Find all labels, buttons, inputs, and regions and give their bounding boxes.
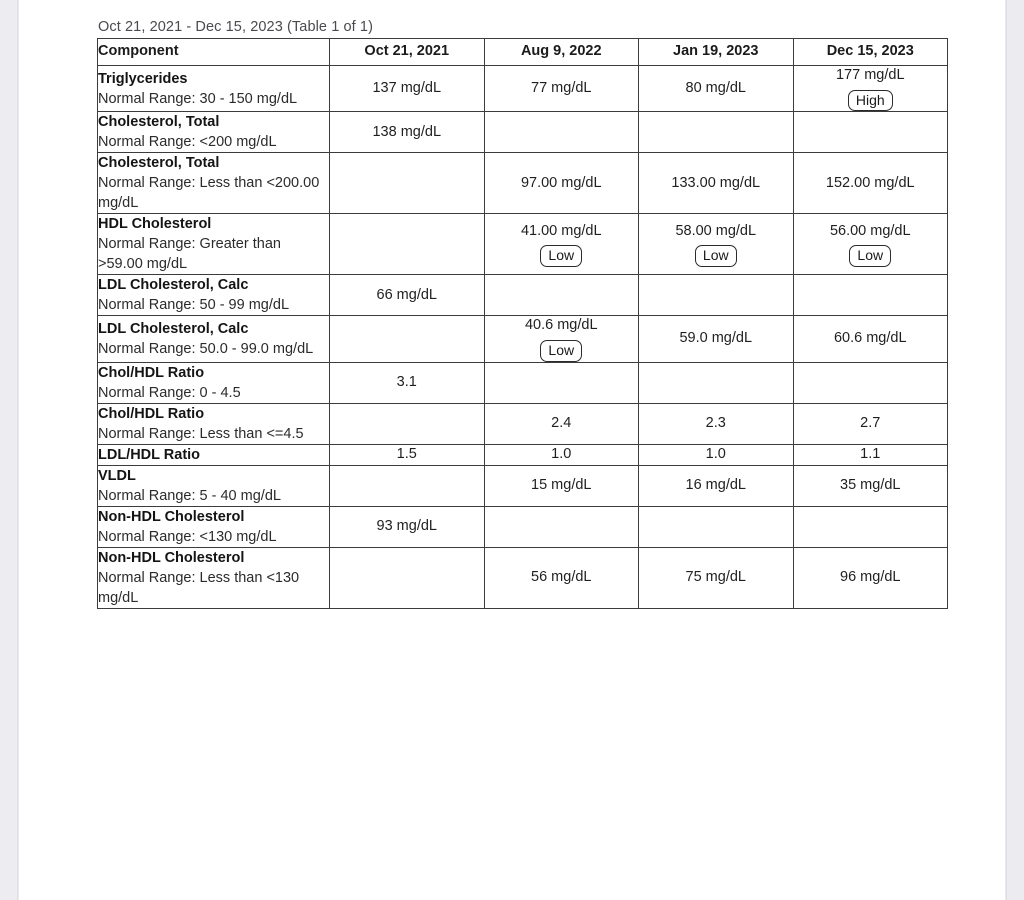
table-header	[98, 39, 948, 66]
component-cell	[98, 547, 330, 608]
component-name: Chol/HDL Ratio	[98, 364, 205, 381]
result-value: 35 mg/dL	[840, 476, 901, 493]
component-cell	[98, 214, 330, 275]
result-cell	[330, 316, 485, 362]
result-value: 177 mg/dL	[835, 67, 905, 83]
component-normal-range: Normal Range: Greater than >59.00 mg/dL	[98, 236, 281, 273]
component-name: LDL Cholesterol, Calc	[98, 277, 249, 294]
component-cell	[98, 316, 330, 362]
component-normal-range: Normal Range: Less than <=4.5	[98, 425, 304, 442]
status-badge: High	[848, 90, 893, 112]
result-value: 1.1	[860, 445, 881, 462]
result-cell	[484, 362, 639, 403]
result-value: 2.4	[551, 414, 572, 431]
result-value: 93 mg/dL	[376, 517, 437, 534]
result-cell	[639, 444, 794, 465]
result-value: 56.00 mg/dL	[829, 222, 911, 239]
column-header-date-4: Dec 15, 2023	[793, 39, 948, 66]
component-name: Cholesterol, Total	[98, 114, 220, 131]
result-cell	[484, 316, 639, 362]
table-row	[98, 66, 948, 112]
component-cell	[98, 444, 330, 465]
lab-results-table	[97, 38, 948, 609]
result-cell	[330, 506, 485, 547]
component-name: LDL Cholesterol, Calc	[98, 321, 249, 338]
result-value: 138 mg/dL	[372, 123, 442, 140]
component-name: Non-HDL Cholesterol	[98, 549, 245, 566]
result-cell	[484, 66, 639, 112]
result-value: 60.6 mg/dL	[833, 330, 907, 347]
component-name: Cholesterol, Total	[98, 155, 220, 172]
component-normal-range: Normal Range: Less than <200.00 mg/dL	[98, 175, 320, 212]
result-cell	[639, 506, 794, 547]
result-value: 1.0	[705, 445, 726, 462]
result-value: 80 mg/dL	[685, 79, 746, 96]
component-name: LDL/HDL Ratio	[98, 446, 201, 463]
table-row	[98, 362, 948, 403]
column-header-date-3: Jan 19, 2023	[639, 39, 794, 66]
component-cell	[98, 506, 330, 547]
result-cell	[639, 362, 794, 403]
result-cell	[330, 66, 485, 112]
component-cell	[98, 275, 330, 316]
result-cell	[639, 547, 794, 608]
result-cell	[639, 153, 794, 214]
result-value: 66 mg/dL	[376, 286, 437, 303]
result-value: 75 mg/dL	[685, 568, 746, 585]
result-value: 56 mg/dL	[531, 568, 592, 585]
result-cell	[793, 362, 948, 403]
status-badge: Low	[540, 340, 582, 362]
result-value: 2.7	[860, 414, 881, 431]
result-cell	[330, 465, 485, 506]
component-normal-range: Normal Range: 0 - 4.5	[98, 384, 241, 401]
result-cell	[793, 275, 948, 316]
result-cell	[793, 444, 948, 465]
result-value: 1.0	[551, 445, 572, 462]
table-body	[98, 66, 948, 609]
result-value: 2.3	[705, 414, 726, 431]
component-cell	[98, 153, 330, 214]
right-gutter-scrollbar-track[interactable]	[1006, 0, 1024, 900]
result-cell	[484, 112, 639, 153]
component-normal-range: Normal Range: 30 - 150 mg/dL	[98, 90, 298, 107]
result-value: 3.1	[396, 373, 417, 390]
table-row	[98, 153, 948, 214]
component-normal-range: Normal Range: 5 - 40 mg/dL	[98, 487, 281, 504]
result-value: 16 mg/dL	[685, 476, 746, 493]
result-cell	[793, 66, 948, 112]
result-cell	[793, 403, 948, 444]
status-badge: Low	[540, 245, 582, 267]
result-cell	[639, 214, 794, 275]
result-value: 97.00 mg/dL	[520, 174, 602, 191]
result-cell	[330, 444, 485, 465]
component-cell	[98, 66, 330, 112]
status-badge: Low	[695, 245, 737, 267]
table-row	[98, 506, 948, 547]
result-cell	[484, 275, 639, 316]
result-value: 15 mg/dL	[531, 476, 592, 493]
table-caption: Oct 21, 2021 - Dec 15, 2023 (Table 1 of 1)	[98, 19, 374, 35]
table-row	[98, 316, 948, 362]
result-cell	[330, 403, 485, 444]
table-row	[98, 465, 948, 506]
component-cell	[98, 465, 330, 506]
result-value: 77 mg/dL	[531, 79, 592, 96]
component-cell	[98, 362, 330, 403]
result-cell	[793, 316, 948, 362]
component-name: Triglycerides	[98, 70, 188, 87]
result-value: 1.5	[396, 445, 417, 462]
table-row	[98, 214, 948, 275]
result-cell	[639, 316, 794, 362]
result-cell	[330, 547, 485, 608]
document-page	[19, 0, 1005, 900]
status-badge: Low	[849, 245, 891, 267]
component-cell	[98, 112, 330, 153]
result-value: 40.6 mg/dL	[524, 317, 598, 334]
table-row	[98, 444, 948, 465]
result-value: 59.0 mg/dL	[679, 330, 753, 347]
result-cell	[793, 153, 948, 214]
result-value: 137 mg/dL	[372, 79, 442, 96]
result-cell	[639, 112, 794, 153]
result-value: 41.00 mg/dL	[520, 222, 602, 239]
result-cell	[639, 403, 794, 444]
component-normal-range: Normal Range: 50 - 99 mg/dL	[98, 297, 290, 314]
result-cell	[330, 153, 485, 214]
result-cell	[484, 547, 639, 608]
component-name: Chol/HDL Ratio	[98, 405, 205, 422]
component-normal-range: Normal Range: Less than <130 mg/dL	[98, 569, 300, 606]
result-cell	[484, 153, 639, 214]
result-cell	[639, 66, 794, 112]
result-cell	[484, 444, 639, 465]
result-cell	[330, 362, 485, 403]
result-cell	[793, 112, 948, 153]
component-name: HDL Cholesterol	[98, 216, 212, 233]
result-cell	[639, 465, 794, 506]
result-value: 58.00 mg/dL	[675, 222, 757, 239]
component-normal-range: Normal Range: <130 mg/dL	[98, 528, 277, 545]
result-value: 152.00 mg/dL	[825, 174, 915, 191]
column-header-component: Component	[98, 39, 330, 66]
result-cell	[484, 214, 639, 275]
result-cell	[639, 275, 794, 316]
table-row	[98, 112, 948, 153]
column-header-date-1: Oct 21, 2021	[330, 39, 485, 66]
result-cell	[793, 465, 948, 506]
table-row	[98, 547, 948, 608]
result-cell	[484, 506, 639, 547]
result-cell	[330, 275, 485, 316]
result-value: 96 mg/dL	[840, 568, 901, 585]
table-header-row	[98, 39, 948, 66]
result-cell	[484, 403, 639, 444]
component-normal-range: Normal Range: <200 mg/dL	[98, 134, 277, 151]
table-row	[98, 275, 948, 316]
result-cell	[793, 547, 948, 608]
left-gutter	[0, 0, 18, 900]
result-cell	[330, 112, 485, 153]
component-cell	[98, 403, 330, 444]
result-cell	[484, 465, 639, 506]
result-cell	[793, 506, 948, 547]
column-header-date-2: Aug 9, 2022	[484, 39, 639, 66]
component-name: VLDL	[98, 467, 136, 484]
result-cell	[330, 214, 485, 275]
table-row	[98, 403, 948, 444]
result-value: 133.00 mg/dL	[671, 174, 761, 191]
component-name: Non-HDL Cholesterol	[98, 508, 245, 525]
result-cell	[793, 214, 948, 275]
component-normal-range: Normal Range: 50.0 - 99.0 mg/dL	[98, 341, 314, 358]
